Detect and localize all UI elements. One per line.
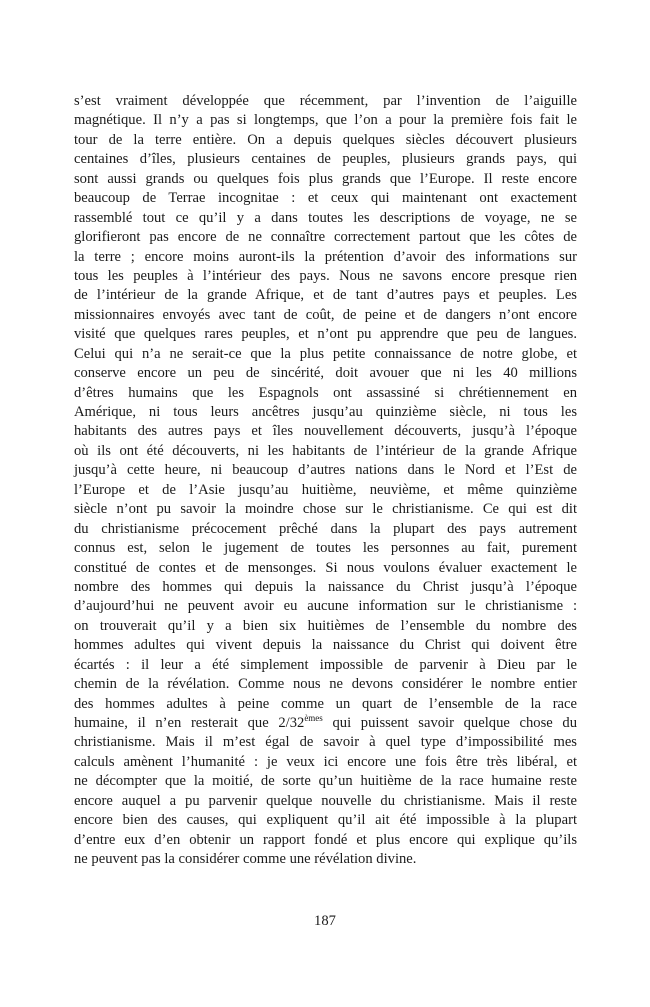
ordinal-superscript: èmes	[304, 713, 323, 723]
text-line: siècle n’ont pu savoir la moindre chose sur le christianisme. Ce qui est dit	[74, 501, 577, 518]
text-line: des hommes adultes à peine comme un quart de l’ensemble de la race	[74, 695, 577, 712]
text-line: d’aujourd’hui ne peuvent avoir eu aucune information sur le christianisme :	[74, 598, 577, 615]
text-line: s’est vraiment développée que récemment, par l’invention de l’aiguille	[74, 93, 577, 109]
text-line: nombre des hommes qui depuis la naissance du Christ jusqu’à l’époque	[74, 578, 577, 595]
text-line: rassemblé tout ce qu’il y a dans toutes les descriptions de voyage, ne se	[74, 209, 577, 226]
page-number: 187	[314, 913, 336, 929]
text-line: du christianisme précocement prêché dans la plupart des pays autrement	[74, 520, 577, 537]
text-segment: humaine, il n’en resterait que 2/32	[74, 715, 305, 731]
text-segment: qui puissent savoir quelque chose du	[322, 715, 577, 731]
text-line: magnétique. Il n’y a pas si longtemps, que l’on a pour la première fois fait le	[74, 112, 577, 129]
text-line: d’entre eux d’en obtenir un rapport fondé et plus encore qui explique qu’ils	[74, 831, 577, 848]
text-line-with-superscript	[74, 714, 577, 733]
body-text	[74, 92, 577, 870]
text-line: ne décompter que la moitié, de sorte qu’un huitième de la race humaine reste	[74, 773, 577, 790]
text-line: chemin de la révélation. Comme nous ne devons considérer le nombre entier	[74, 676, 577, 693]
text-line: écartés : il leur a été simplement impossible de parvenir à Dieu par le	[74, 656, 577, 673]
text-line: tous les peuples à l’intérieur des pays. Nous ne savons encore presque rien	[74, 267, 577, 284]
text-line: la terre ; encore moins auront-ils la prétention d’avoir des informations sur	[74, 248, 577, 265]
text-line: constitué de contes et de mensonges. Si nous voulons évaluer exactement le	[74, 559, 577, 576]
text-line: on trouverait qu’il y a bien six huitièmes de l’ensemble du nombre des	[74, 617, 577, 634]
text-line: beaucoup de Terrae incognitae : et ceux qui maintenant ont exactement	[74, 190, 577, 207]
text-line: encore auquel a pu parvenir quelque nouvelle du christianisme. Mais il reste	[74, 792, 577, 809]
text-line: tour de la terre entière. On a depuis quelques siècles découvert plusieurs	[74, 131, 577, 148]
text-line: christianisme. Mais il m’est égal de savoir à quel type d’impossibilité mes	[74, 734, 577, 751]
text-line: centaines d’îles, plusieurs centaines de peuples, plusieurs grands pays, qui	[74, 151, 577, 168]
text-line: ne peuvent pas la considérer comme une révélation divine.	[74, 851, 417, 868]
text-line: encore bien des causes, qui expliquent qu’il ait été impossible à la plupart	[74, 812, 577, 829]
text-line: Amérique, ni tous leurs ancêtres jusqu’au quinzième siècle, ni tous les	[74, 404, 577, 420]
text-line: calculs amènent l’humanité : je veux ici encore une fois être très libéral, et	[74, 753, 577, 770]
text-line: glorifieront pas encore de ne connaître correctement partout que les côtes de	[74, 229, 577, 246]
text-line: sont aussi grands ou quelques fois plus grands que l’Europe. Il reste encore	[74, 170, 577, 187]
text-line: l’Europe et de l’Asie jusqu’au huitième, neuvième, et même quinzième	[74, 481, 577, 498]
text-line: visité que quelques rares peuples, et n’ont pu apprendre que peu de langues.	[74, 326, 577, 343]
text-line: hommes adultes qui vivent depuis la naissance du Christ qui doivent être	[74, 637, 577, 654]
text-line: conserve encore un peu de sincérité, doit avouer que ni les 40 millions	[74, 365, 577, 382]
text-line: où ils ont été découverts, ni les habitants de l’intérieur de la grande Afrique	[74, 442, 577, 459]
text-line: missionnaires envoyés avec tant de coût, de peine et de dangers n’ont encore	[74, 306, 577, 323]
text-line: de l’intérieur de la grande Afrique, et de tant d’autres pays et peuples. Les	[74, 287, 577, 304]
text-line: habitants des autres pays et îles nouvellement découverts, jusqu’à l’époque	[74, 423, 577, 440]
text-line: connus est, selon le jugement de toutes les personnes au fait, purement	[74, 540, 577, 557]
text-line: Celui qui n’a ne serait-ce que la plus petite connaissance de notre globe, et	[74, 345, 577, 362]
text-line: jusqu’à cette heure, ni beaucoup d’autres nations dans le Nord et l’Est de	[74, 462, 577, 479]
text-line: d’êtres humains que les Espagnols ont assassiné si chrétiennement en	[74, 384, 577, 401]
